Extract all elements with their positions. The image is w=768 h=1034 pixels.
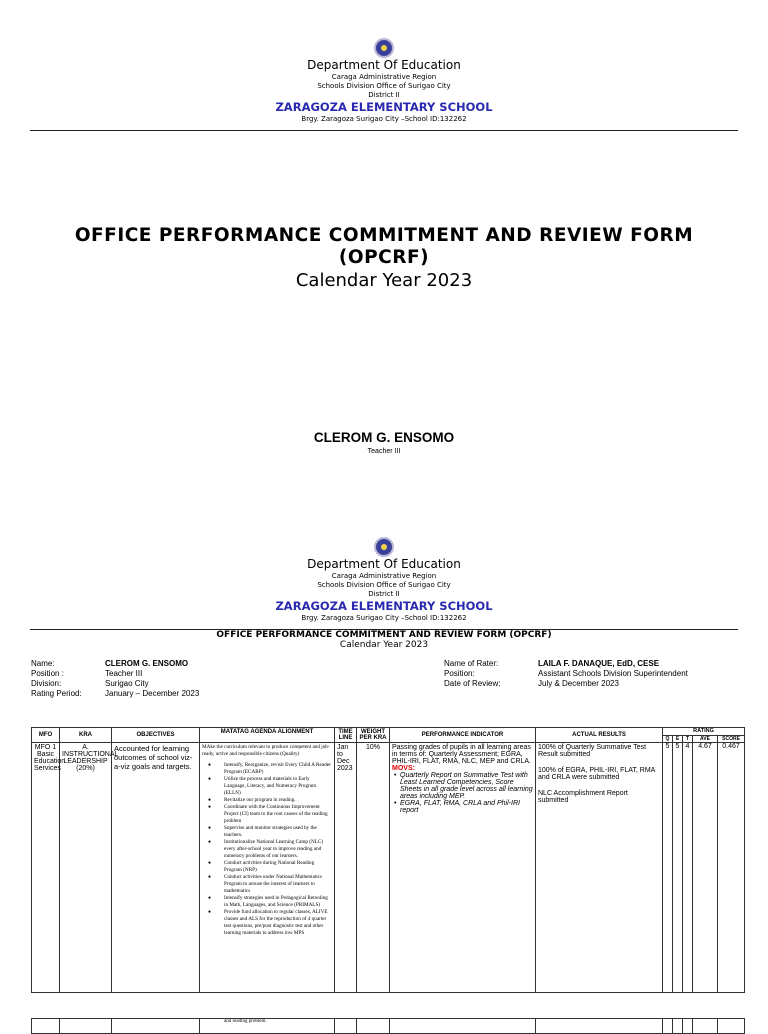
department-name: Department Of Education: [307, 58, 461, 72]
col-ave: AVE: [693, 735, 718, 743]
continued-table: [31, 1018, 745, 1034]
form-title: OFFICE PERFORMANCE COMMITMENT AND REVIEW FORM (OPCRF): [216, 630, 552, 640]
opcrf-table: [31, 727, 745, 993]
matatag-item: ● Utilize the process and materials to Early Language, Literacy, and Numeracy Program (ELLN): [224, 776, 332, 797]
kra-cell: A. INSTRUCTIONAL LEADERSHIP (20%): [60, 743, 112, 993]
deped-seal-icon: [374, 537, 394, 557]
table-row: [32, 743, 745, 993]
col-indicator: PERFORMANCE INDICATOR: [390, 728, 536, 743]
division-office: Schools Division Office of Surigao City: [317, 82, 451, 90]
col-score: SCORE: [718, 735, 745, 743]
department-name: Department Of Education: [307, 557, 461, 571]
col-actual: ACTUAL RESULTS: [536, 728, 663, 743]
matatag-item: ● Intensify, Reorganize, revisit Every Child A Reader Program (ECARP): [224, 762, 332, 776]
matatag-item: ● Conduct activities under National Mathematics Program to arouse the interest of learners to mathematics: [224, 874, 332, 895]
indicator-cell: [390, 743, 536, 993]
deped-seal-icon: [374, 38, 394, 58]
col-kra: KRA: [60, 728, 112, 743]
col-weight: WEIGHT PER KRA: [357, 728, 390, 743]
division-label: Division:: [31, 679, 62, 688]
matatag-intro: MAke the curriculum relevant to produce competent and job-ready, active and responsible citizens (Quality): [202, 744, 330, 757]
name-label: Name:: [31, 659, 55, 668]
matatag-cell: [200, 743, 335, 993]
date-review-label: Date of Review:: [444, 679, 501, 688]
rater-position-value: Assistant Schools Division Superintendent: [538, 669, 688, 678]
indicator-text: Passing grades of pupils in all learning areas in terms of: Quarterly Assessment; EGRA, PHIL-IRI, FLAT, RMA, NLC, MEP and CRLA.: [392, 744, 532, 765]
actual-result-item: 100% of Quarterly Summative Test Result submitted: [538, 744, 647, 758]
cover-title-line1: OFFICE PERFORMANCE COMMITMENT AND REVIEW FORM: [74, 225, 694, 246]
region-name: Caraga Administrative Region: [331, 572, 437, 580]
table-row: [32, 1019, 745, 1034]
rater-label: Name of Rater:: [444, 659, 499, 668]
division-value: Surigao City: [105, 679, 149, 688]
header-divider: [30, 130, 738, 131]
col-e: E: [673, 735, 683, 743]
col-t: T: [683, 735, 693, 743]
col-q: Q: [663, 735, 673, 743]
col-objectives: OBJECTIVES: [112, 728, 200, 743]
division-office: Schools Division Office of Surigao City: [317, 581, 451, 589]
district-name: District II: [368, 91, 400, 99]
school-name: ZARAGOZA ELEMENTARY SCHOOL: [275, 599, 493, 613]
col-rating: RATING: [663, 728, 745, 736]
mfo-cell: MFO 1 Basic Education Services: [32, 743, 60, 993]
school-address: Brgy. Zaragoza Surigao City –School ID:132262: [301, 614, 467, 622]
col-matatag: MATATAG AGENDA ALIGNMENT: [200, 728, 335, 743]
movs-item: • EGRA, FLAT, RMA, CRLA and Phil-IRI report: [400, 800, 533, 814]
matatag-item: ● Supervise and monitor strategies used by the teachers.: [224, 825, 332, 839]
district-name: District II: [368, 590, 400, 598]
weight-cell: 10%: [357, 743, 390, 993]
timeline-cell: Jan to Dec 2023: [335, 743, 357, 993]
actual-list: [538, 744, 660, 804]
matatag-item: ● Coordinate with the Continuous Improvement Project (CI) team to the root causes of the reading problem: [224, 804, 332, 825]
person-name: CLEROM G. ENSOMO: [313, 430, 455, 445]
rating-period-value: January – December 2023: [105, 689, 200, 698]
movs-list: [392, 772, 533, 814]
rating-period-label: Rating Period:: [31, 689, 82, 698]
school-name: ZARAGOZA ELEMENTARY SCHOOL: [275, 100, 493, 114]
cover-title-line2: (OPCRF): [338, 247, 430, 268]
t-cell: 4: [683, 743, 693, 993]
matatag-item: ● Intensify strategies used in Pedagogical Retooling in Math, Languages, and Science (PRIMALS): [224, 895, 332, 909]
name-value: CLEROM G. ENSOMO: [105, 659, 189, 668]
q-cell: 5: [663, 743, 673, 993]
col-mfo: MFO: [32, 728, 60, 743]
matatag-item: ● Provide fund allocation to regular classes, ALIVE classes and ALS for the reproduction of 4 quarter test questions, pre/post diagnostic test and other learning materials to address low MPS: [224, 909, 332, 937]
position-label: Position :: [31, 669, 64, 678]
rater-value: LAILA F. DANAQUE, EdD, CESE: [538, 659, 660, 668]
matatag-item: ● Conduct activities during National Reading Program (NRP): [224, 860, 332, 874]
movs-label: MOVS:: [392, 765, 415, 772]
person-position: Teacher III: [367, 448, 401, 455]
e-cell: 5: [673, 743, 683, 993]
col-timeline: TIME LINE: [335, 728, 357, 743]
region-name: Caraga Administrative Region: [331, 73, 437, 81]
rater-position-label: Position:: [444, 669, 475, 678]
table-header-row: [32, 728, 745, 736]
score-cell: 0.467: [718, 743, 745, 993]
continued-matatag-text: and reading problem.: [200, 1019, 335, 1034]
cover-year: Calendar Year 2023: [295, 270, 473, 291]
matatag-item: ● Institutionalize National Learning Camp (NLC) every after-school year to improve reading and numeracy problems of our learners.: [224, 839, 332, 860]
date-review-value: July & December 2023: [538, 679, 619, 688]
actual-cell: [536, 743, 663, 993]
school-address: Brgy. Zaragoza Surigao City –School ID:132262: [301, 115, 467, 123]
form-year: Calendar Year 2023: [339, 640, 429, 650]
actual-result-item: NLC Accomplishment Report submitted: [538, 790, 628, 804]
ave-cell: 4.67: [693, 743, 718, 993]
objectives-cell: Accounted for learning outcomes of school viz-a-viz goals and targets.: [112, 743, 200, 993]
position-value: Teacher III: [105, 669, 143, 678]
movs-item: • Quarterly Report on Summative Test with Least Learned Competencies, Score Sheets in all grade level across all learning areas including MEP.: [400, 772, 533, 800]
matatag-item: ● Revitalize our program in reading.: [224, 797, 332, 804]
actual-result-item: 100% of EGRA, PHIL-IRI, FLAT, RMA and CRLA were submitted: [538, 767, 655, 781]
matatag-list: [202, 762, 332, 937]
